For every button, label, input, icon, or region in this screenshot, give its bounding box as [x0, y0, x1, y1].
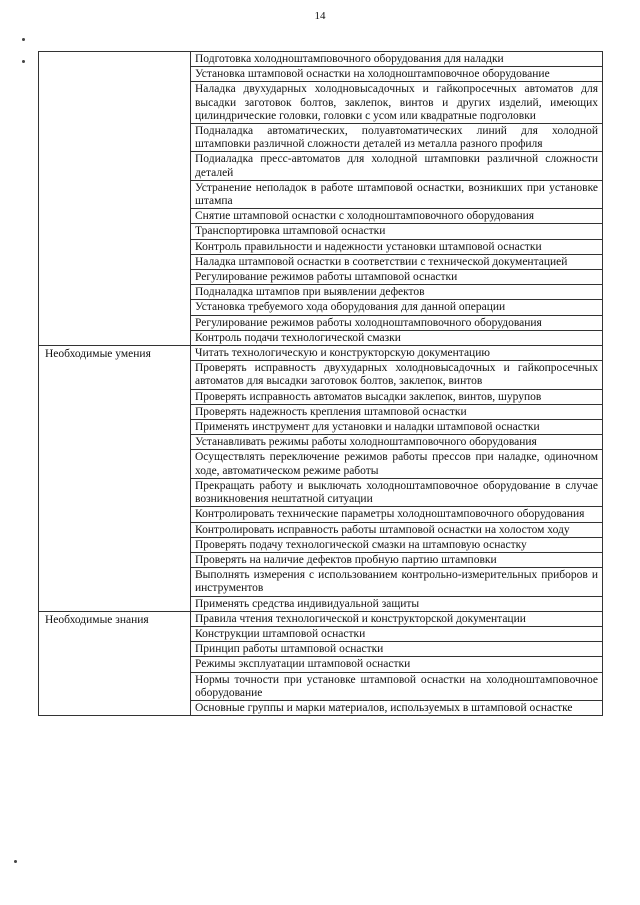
section-label	[39, 52, 191, 345]
table-row: Прекращать работу и выключать холодноштамповочное оборудование в случае возникновения нештатной ситуации	[191, 479, 602, 507]
table-section	[39, 346, 602, 612]
table-row: Подналадка автоматических, полуавтоматических линий для холодной штамповки различной сложности деталей из металла разного профиля	[191, 124, 602, 152]
table-row: Контроль подачи технологической смазки	[195, 331, 401, 344]
section-rows	[191, 52, 602, 345]
table-row: Выполнять измерения с использованием контрольно-измерительных приборов и инструментов	[191, 568, 602, 596]
table-row: Проверять подачу технологической смазки на штамповую оснастку	[191, 538, 602, 553]
table-row: Контролировать исправность работы штамповой оснастки на холостом ходу	[191, 523, 602, 538]
table-row: Проверять надежность крепления штамповой оснастки	[191, 405, 602, 420]
section-label: Необходимые знания	[39, 612, 191, 715]
section-rows	[191, 346, 602, 611]
table-row: Подналадка штампов при выявлении дефектов	[191, 285, 602, 300]
table-row: Наладка двухударных холодновысадочных и гайкопросечных автоматов для высадки заготовок болтов, заклепок, винтов и других изделий, имеющих цилиндрические головки, головки с усом или квадратные подголовки	[191, 82, 602, 124]
table-row: Применять средства индивидуальной защиты	[195, 597, 420, 610]
table-row: Снятие штамповой оснастки с холодноштамповочного оборудования	[191, 209, 602, 224]
page-number: 14	[314, 10, 326, 22]
requirements-table	[38, 51, 603, 716]
table-row: Осуществлять переключение режимов работы прессов при наладке, одиночном ходе, автоматическом режиме работы	[191, 450, 602, 478]
table-row: Устанавливать режимы работы холодноштамповочного оборудования	[191, 435, 602, 450]
section-rows	[191, 612, 602, 715]
table-row: Подиаладка пресс-автоматов для холодной штамповки различной сложности деталей	[191, 152, 602, 180]
table-row: Подготовка холодноштамповочного оборудования для наладки	[191, 52, 602, 67]
table-row: Читать технологическую и конструкторскую документацию	[191, 346, 602, 361]
scan-speck	[14, 860, 17, 863]
table-row: Установка требуемого хода оборудования для данной операции	[191, 300, 602, 315]
table-section	[39, 52, 602, 346]
table-row: Применять инструмент для установки и наладки штамповой оснастки	[191, 420, 602, 435]
scan-speck	[22, 60, 25, 63]
table-row: Конструкции штамповой оснастки	[191, 627, 602, 642]
table-row: Контролировать технические параметры холодноштамповочного оборудования	[191, 507, 602, 522]
table-section	[39, 612, 602, 716]
table-row: Режимы эксплуатации штамповой оснастки	[191, 657, 602, 672]
table-row: Транспортировка штамповой оснастки	[191, 224, 602, 239]
table-row: Принцип работы штамповой оснастки	[191, 642, 602, 657]
table-row: Нормы точности при установке штамповой оснастки на холодноштамповочное оборудование	[191, 673, 602, 701]
table-row: Правила чтения технологической и конструкторской документации	[191, 612, 602, 627]
table-row: Проверять на наличие дефектов пробную партию штамповки	[191, 553, 602, 568]
table-row: Контроль правильности и надежности установки штамповой оснастки	[191, 240, 602, 255]
table-row: Проверять исправность автоматов высадки заклепок, винтов, шурупов	[191, 390, 602, 405]
table-row: Наладка штамповой оснастки в соответствии с технической документацией	[191, 255, 602, 270]
table-row: Установка штамповой оснастки на холодноштамповочное оборудование	[191, 67, 602, 82]
table-row: Проверять исправность двухударных холодновысадочных и гайкопросечных автоматов для высадки заготовок болтов, заклепок, винтов	[191, 361, 602, 389]
table-row: Основные группы и марки материалов, используемых в штамповой оснастке	[195, 701, 573, 714]
scan-speck	[22, 38, 25, 41]
table-row: Регулирование режимов работы штамповой оснастки	[191, 270, 602, 285]
table-row: Устранение неполадок в работе штамповой оснастки, возникших при установке штампа	[191, 181, 602, 209]
table-row: Регулирование режимов работы холодноштамповочного оборудования	[191, 316, 602, 331]
section-label: Необходимые умения	[39, 346, 191, 611]
